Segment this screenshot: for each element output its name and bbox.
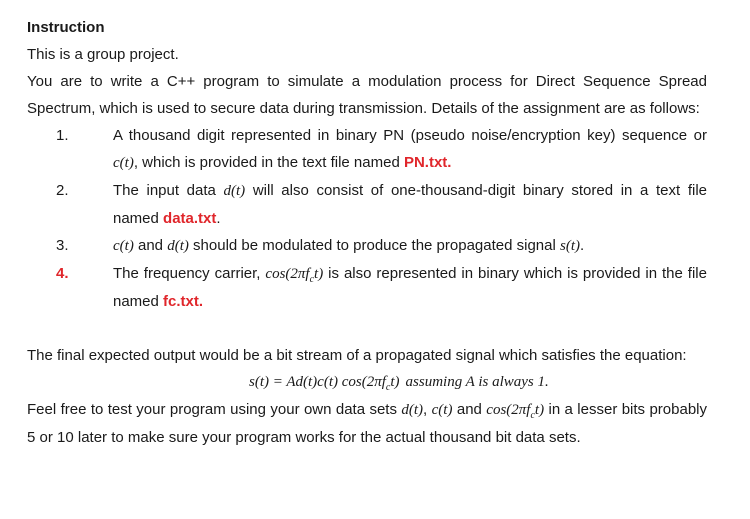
math-c-of-t: c(t) <box>113 155 134 171</box>
closing-text: Feel free to test your program using your own data sets <box>27 401 402 418</box>
item-text: The input data <box>113 182 224 199</box>
math-carrier <box>265 266 324 285</box>
closing-text: , <box>423 401 432 418</box>
math-c-of-t: c(t) <box>113 238 134 254</box>
filename-fc: fc.txt. <box>163 293 204 310</box>
equation <box>27 369 707 396</box>
list-item <box>27 232 707 260</box>
item-text: A thousand digit represented in binary PN (pseudo noise/encryption key) sequence or <box>113 127 707 144</box>
list-item <box>27 122 707 177</box>
closing-text: in a lesser bits probably 5 or 10 later to make sure your program works for the actual thousand bit data sets. <box>27 401 707 446</box>
math-part: t) <box>534 402 545 418</box>
math-c-of-t: c(t) <box>431 402 453 418</box>
requirements-list <box>27 122 707 315</box>
equation-formula-end: t) <box>390 374 400 390</box>
list-item <box>27 177 707 232</box>
math-carrier <box>486 402 545 421</box>
filename-data: data.txt <box>163 210 217 227</box>
item-text: . <box>579 237 585 254</box>
list-number: 3. <box>56 237 69 254</box>
item-text: , which is provided in the text file named <box>133 154 404 171</box>
math-subscript: c <box>309 274 315 285</box>
task-paragraph: You are to write a C++ program to simulate a modulation process for Direct Sequence Spread Spectrum, which is used to secure data during transmission. Details of the assignment are as follows: <box>27 73 707 117</box>
math-d-of-t: d(t) <box>401 402 424 418</box>
item-text: will also consist of one-thousand-digit binary stored in a text file named <box>113 182 707 227</box>
list-item <box>27 260 707 315</box>
list-number: 2. <box>56 182 69 199</box>
item-text: should be modulated to produce the propagated signal <box>188 237 560 254</box>
item-text: The frequency carrier, <box>113 265 266 282</box>
item-text: and <box>133 237 168 254</box>
math-d-of-t: d(t) <box>223 183 246 199</box>
filename-pn: PN.txt. <box>403 154 452 171</box>
equation-subscript: c <box>385 382 391 393</box>
item-text: . <box>216 210 221 227</box>
item-text: is also represented in binary which is provided in the file named <box>113 265 707 310</box>
closing-text: and <box>452 401 487 418</box>
final-paragraph: The final expected output would be a bit stream of a propagated signal which satisfies the equation: <box>27 347 687 364</box>
math-subscript: c <box>530 410 535 421</box>
math-s-of-t: s(t) <box>559 238 580 254</box>
math-part: cos(2πf <box>486 402 531 418</box>
closing-paragraph <box>27 396 707 451</box>
assignment-document <box>27 14 707 451</box>
section-heading: Instruction <box>27 19 105 36</box>
math-d-of-t: d(t) <box>167 238 189 254</box>
intro-paragraph: This is a group project. <box>27 46 179 63</box>
list-number: 4. <box>56 265 69 282</box>
math-part: t) <box>314 266 324 282</box>
equation-assumption: assuming A is always 1. <box>405 374 549 390</box>
spacer <box>27 315 707 342</box>
math-part: cos(2πf <box>265 266 310 282</box>
list-number: 1. <box>56 127 69 144</box>
equation-formula: s(t) = Ad(t)c(t) cos(2πf <box>249 374 386 390</box>
